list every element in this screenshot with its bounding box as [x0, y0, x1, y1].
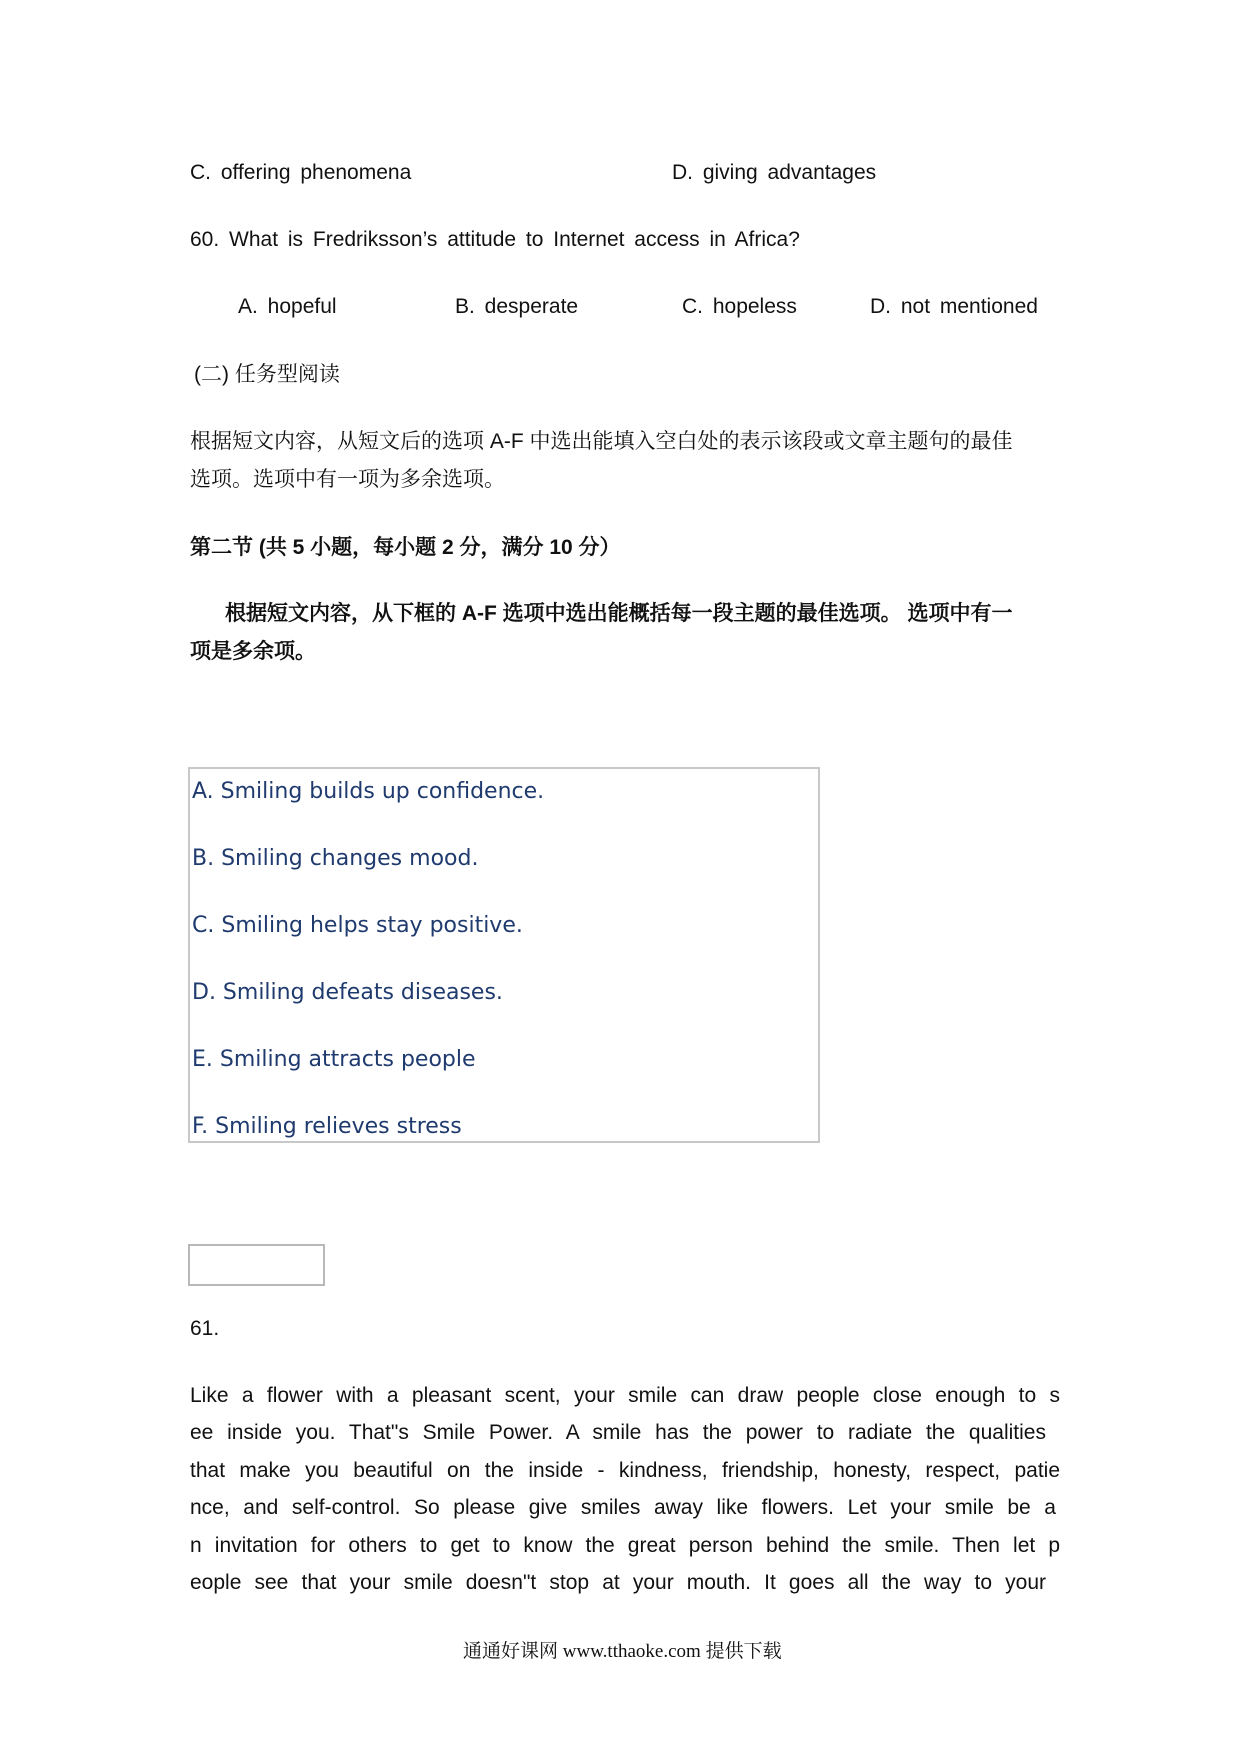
instruction-line-1: 根据短文内容，从短文后的选项 A-F 中选出能填入空白处的表示该段或文章主题句的最佳 [190, 430, 1013, 453]
q60-option-b: B. desperate [455, 295, 579, 318]
passage-line-4: nce, and self-control. So please give smiles away like flowers. Let your smile be a [190, 1496, 1056, 1519]
passage-line-3: that make you beautiful on the inside - kindness, friendship, honesty, respect, patie [190, 1459, 1060, 1482]
section-title: (二) 任务型阅读 [194, 363, 340, 386]
page-footer: 通通好课网 www.tthaoke.com 提供下载 [463, 1641, 782, 1662]
option-c: C. Smiling helps stay positive. [192, 913, 523, 938]
passage-line-6: eople see that your smile doesn"t stop at your mouth. It goes all the way to your [190, 1571, 1046, 1594]
q59-option-c: C. offering phenomena [190, 161, 412, 184]
option-d: D. Smiling defeats diseases. [192, 980, 503, 1005]
q60-option-a: A. hopeful [238, 295, 337, 318]
bold-instruction-line-2: 项是多余项。 [190, 640, 316, 663]
q60-question: 60. What is Fredriksson’s attitude to Internet access in Africa? [190, 228, 800, 251]
passage-line-5: n invitation for others to get to know the great person behind the smile. Then let p [190, 1534, 1060, 1557]
passage-line-2: ee inside you. That"s Smile Power. A smile has the power to radiate the qualities [190, 1421, 1046, 1444]
option-e: E. Smiling attracts people [192, 1047, 476, 1072]
q60-option-c: C. hopeless [682, 295, 797, 318]
option-b: B. Smiling changes mood. [192, 846, 479, 871]
passage-line-1: Like a flower with a pleasant scent, your smile can draw people close enough to s [190, 1384, 1060, 1407]
q61-label: 61. [190, 1317, 220, 1340]
option-a: A. Smiling builds up confidence. [192, 779, 545, 804]
answer-blank-box[interactable] [188, 1244, 325, 1286]
part-heading: 第二节 (共 5 小题，每小题 2 分，满分 10 分） [190, 536, 621, 559]
q60-option-d: D. not mentioned [870, 295, 1038, 318]
option-box [188, 767, 820, 1143]
bold-instruction-line-1: 根据短文内容，从下框的 A-F 选项中选出能概括每一段主题的最佳选项。 选项中有一 [225, 602, 1013, 625]
option-f: F. Smiling relieves stress [192, 1114, 462, 1139]
instruction-line-2: 选项。选项中有一项为多余选项。 [190, 468, 505, 491]
q59-option-d: D. giving advantages [672, 161, 877, 184]
